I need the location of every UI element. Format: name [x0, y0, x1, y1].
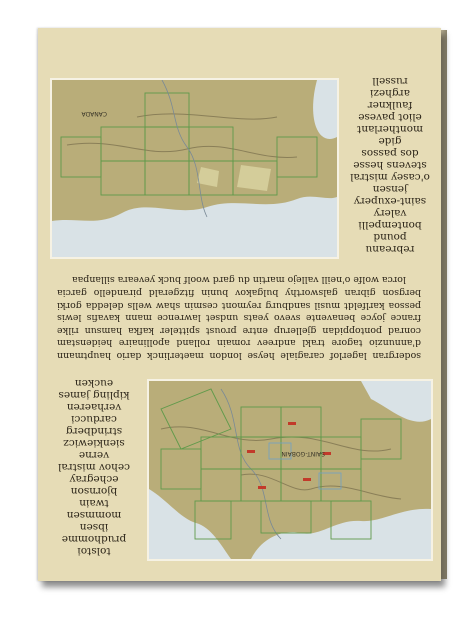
author-name: verne: [78, 449, 110, 461]
author-name: montherlant: [357, 123, 423, 135]
map-panel-atlas-2: [50, 78, 339, 259]
author-name: gide: [378, 135, 402, 147]
author-name: rebreanu: [365, 243, 415, 255]
author-name: twain: [79, 497, 109, 509]
author-name: pound: [373, 231, 407, 243]
author-name: tolstoi: [77, 545, 111, 557]
author-name: jensen: [372, 183, 408, 195]
book-page-edge: [441, 30, 447, 579]
author-name: carducci: [71, 413, 117, 425]
author-name: prudhomme: [61, 533, 127, 545]
author-name: mommsen: [66, 509, 122, 521]
author-name: faulkner: [367, 99, 413, 111]
author-name: dos passos: [361, 147, 419, 159]
author-list-left: [45, 377, 143, 557]
author-name: arghezi: [370, 87, 410, 99]
author-name: bjornson: [70, 485, 118, 497]
author-name: echegray: [69, 473, 119, 485]
map-label-top: SAINT-GOBAIN: [281, 450, 325, 457]
author-name: sienkiewicz: [63, 437, 125, 449]
author-prose-block: sodergran lagerlof caragiale heyse london maeterlinck dario hauptmann d'annunzio tagore trakl andreev romain rolland apollinaire heidenstam conrad pontoppidan gjellerup entre proust spitteler kafka hamsun rilke france joyce benavente svevo yeats undset lawrence mann kavafis lewis pessoa karlfeldt musil sandburg reymont cesmin shaw wells deledda gorki bergson gibran galsworthy bulgakov bunin fitzgerald pirandello garcia lorca wolfe o'neill vallejo martin du gard woolf buck yeveara sillanpaa: [57, 274, 421, 361]
map-grid-1: [149, 381, 431, 559]
author-name: strindberg: [65, 425, 123, 437]
author-list-right: [343, 75, 437, 255]
author-name: bontempelli: [358, 219, 422, 231]
map-label-bottom: CANADA: [81, 110, 107, 117]
author-name: russell: [372, 75, 408, 87]
book-back-cover: [38, 28, 441, 581]
author-name: eliot pavese: [358, 111, 422, 123]
author-name: cehov mistral: [58, 461, 131, 473]
author-name: eucken: [74, 377, 114, 389]
author-name: stevens hesse: [353, 159, 427, 171]
author-name: verhaeren: [66, 401, 122, 413]
author-name: o'casey mistral: [350, 171, 430, 183]
author-name: valery: [373, 207, 407, 219]
map-grid-2: [52, 80, 337, 257]
author-name: saint-exupery: [353, 195, 427, 207]
author-name: ibsen: [79, 521, 109, 533]
cover-rotated: [38, 28, 441, 581]
author-name: kipling james: [58, 389, 130, 401]
map-panel-atlas-1: [147, 379, 433, 561]
